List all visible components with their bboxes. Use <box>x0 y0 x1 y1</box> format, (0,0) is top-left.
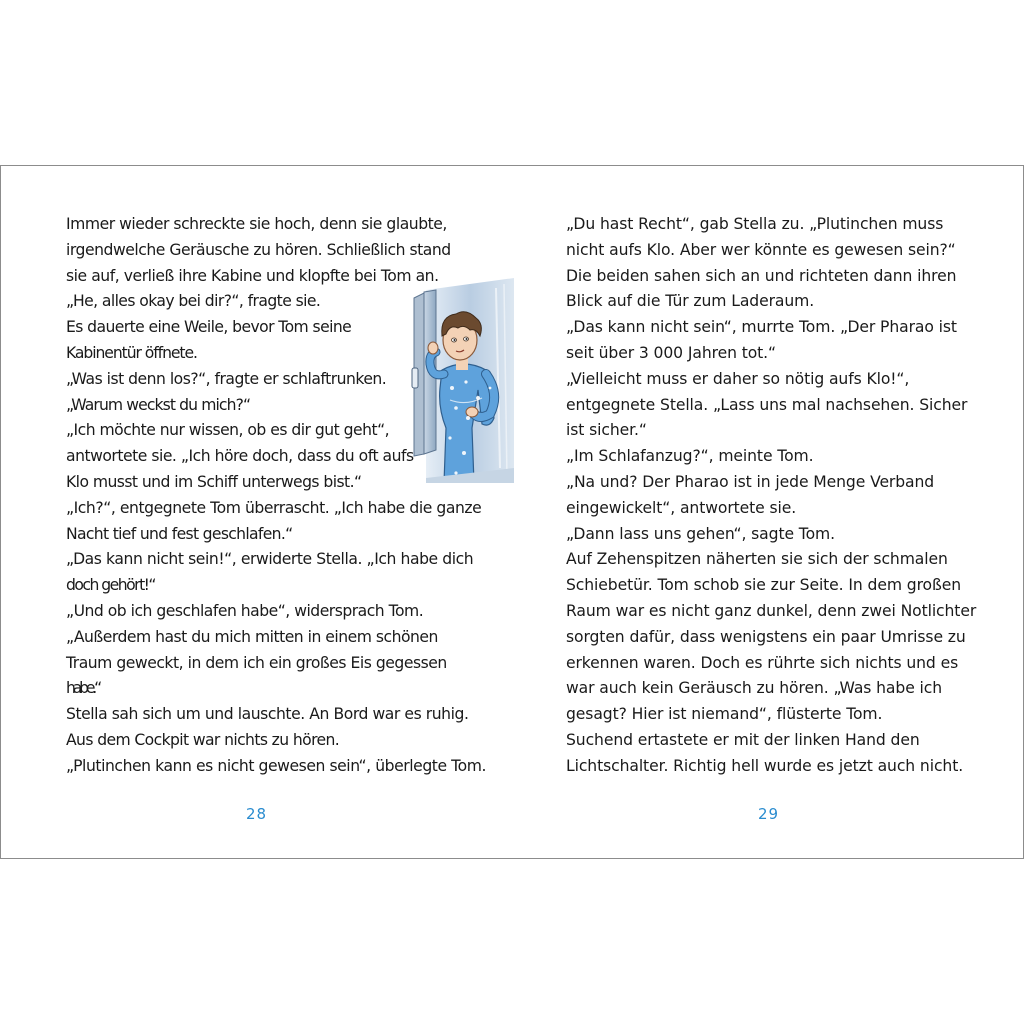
text-line: erkennen waren. Doch es rührte sich nichts und es <box>566 653 959 672</box>
text-line: Raum war es nicht ganz dunkel, denn zwei Notlichter <box>566 601 977 620</box>
text-line: „Und ob ich geschlafen habe“, widersprach Tom. <box>66 601 424 620</box>
text-line: entgegnete Stella. „Lass uns mal nachsehen. Sicher <box>566 395 968 414</box>
text-line: Die beiden sahen sich an und richteten dann ihren <box>566 266 957 285</box>
page-number: 29 <box>758 805 780 823</box>
text-line: Traum geweckt, in dem ich ein großes Eis gegessen <box>66 653 447 672</box>
text-line: „Vielleicht muss er daher so nötig aufs Klo!“, <box>566 369 910 388</box>
page-number: 28 <box>246 805 268 823</box>
text-line: „Außerdem hast du mich mitten in einem schönen <box>66 627 438 646</box>
text-line: eingewickelt“, antwortete sie. <box>566 498 797 517</box>
text-line: ist sicher.“ <box>566 421 647 440</box>
text-line: Kabinentür öffnete. <box>66 343 197 362</box>
boy-at-door-illustration <box>386 278 514 483</box>
text-line: „Was ist denn los?“, fragte er schlaftrunken. <box>66 369 387 388</box>
text-line: war auch kein Geräusch zu hören. „Was habe ich <box>566 679 943 698</box>
text-line: Schiebetür. Tom schob sie zur Seite. In dem großen <box>566 576 961 595</box>
right-page-text <box>566 212 976 780</box>
text-line: „Warum weckst du mich?“ <box>66 395 251 414</box>
book-spread <box>0 165 1024 859</box>
text-line: sorgten dafür, dass wenigstens ein paar Umrisse zu <box>566 627 966 646</box>
left-page <box>1 166 512 858</box>
text-line: Immer wieder schreckte sie hoch, denn sie glaubte, <box>66 215 447 233</box>
text-line: Blick auf die Tür zum Laderaum. <box>566 292 815 311</box>
text-line: seit über 3 000 Jahren tot.“ <box>566 343 777 362</box>
text-line: „Plutinchen kann es nicht gewesen sein“, überlegte Tom. <box>66 756 486 775</box>
text-line: Auf Zehenspitzen näherten sie sich der schmalen <box>566 550 948 569</box>
right-page <box>512 166 1023 858</box>
text-line: „Das kann nicht sein!“, erwiderte Stella. „Ich habe dich <box>66 550 474 569</box>
text-line: „Du hast Recht“, gab Stella zu. „Plutinchen muss <box>566 215 944 233</box>
text-line: „Ich?“, entgegnete Tom überrascht. „Ich habe die ganze <box>66 498 482 517</box>
text-line: habe.“ <box>66 679 100 698</box>
text-line: gesagt? Hier ist niemand“, flüsterte Tom. <box>566 705 883 724</box>
text-line: „Na und? Der Pharao ist in jede Menge Verband <box>566 472 935 491</box>
text-line: Aus dem Cockpit war nichts zu hören. <box>66 730 340 749</box>
text-line: Lichtschalter. Richtig hell wurde es jetzt auch nicht. <box>566 756 964 775</box>
text-line: irgendwelche Geräusche zu hören. Schließlich stand <box>66 240 451 259</box>
text-line: doch gehört!“ <box>66 576 155 595</box>
text-line: „He, alles okay bei dir?“, fragte sie. <box>66 292 321 311</box>
text-line: „Im Schlafanzug?“, meinte Tom. <box>566 447 814 466</box>
text-line: Suchend ertastete er mit der linken Hand den <box>566 730 920 749</box>
text-line: sie auf, verließ ihre Kabine und klopfte bei Tom an. <box>66 266 439 285</box>
text-line: Es dauerte eine Weile, bevor Tom seine <box>66 318 352 337</box>
text-line: Nacht tief und fest geschlafen.“ <box>66 524 293 543</box>
text-line: nicht aufs Klo. Aber wer könnte es gewesen sein?“ <box>566 240 956 259</box>
text-line: „Ich möchte nur wissen, ob es dir gut geht“, <box>66 421 390 440</box>
text-line: antwortete sie. „Ich höre doch, dass du oft aufs <box>66 447 414 466</box>
text-line: Stella sah sich um und lauschte. An Bord war es ruhig. <box>66 705 469 724</box>
text-line: „Das kann nicht sein“, murrte Tom. „Der Pharao ist <box>566 318 957 337</box>
text-line: „Dann lass uns gehen“, sagte Tom. <box>566 524 835 543</box>
text-line: Klo musst und im Schiff unterwegs bist.“ <box>66 472 362 491</box>
